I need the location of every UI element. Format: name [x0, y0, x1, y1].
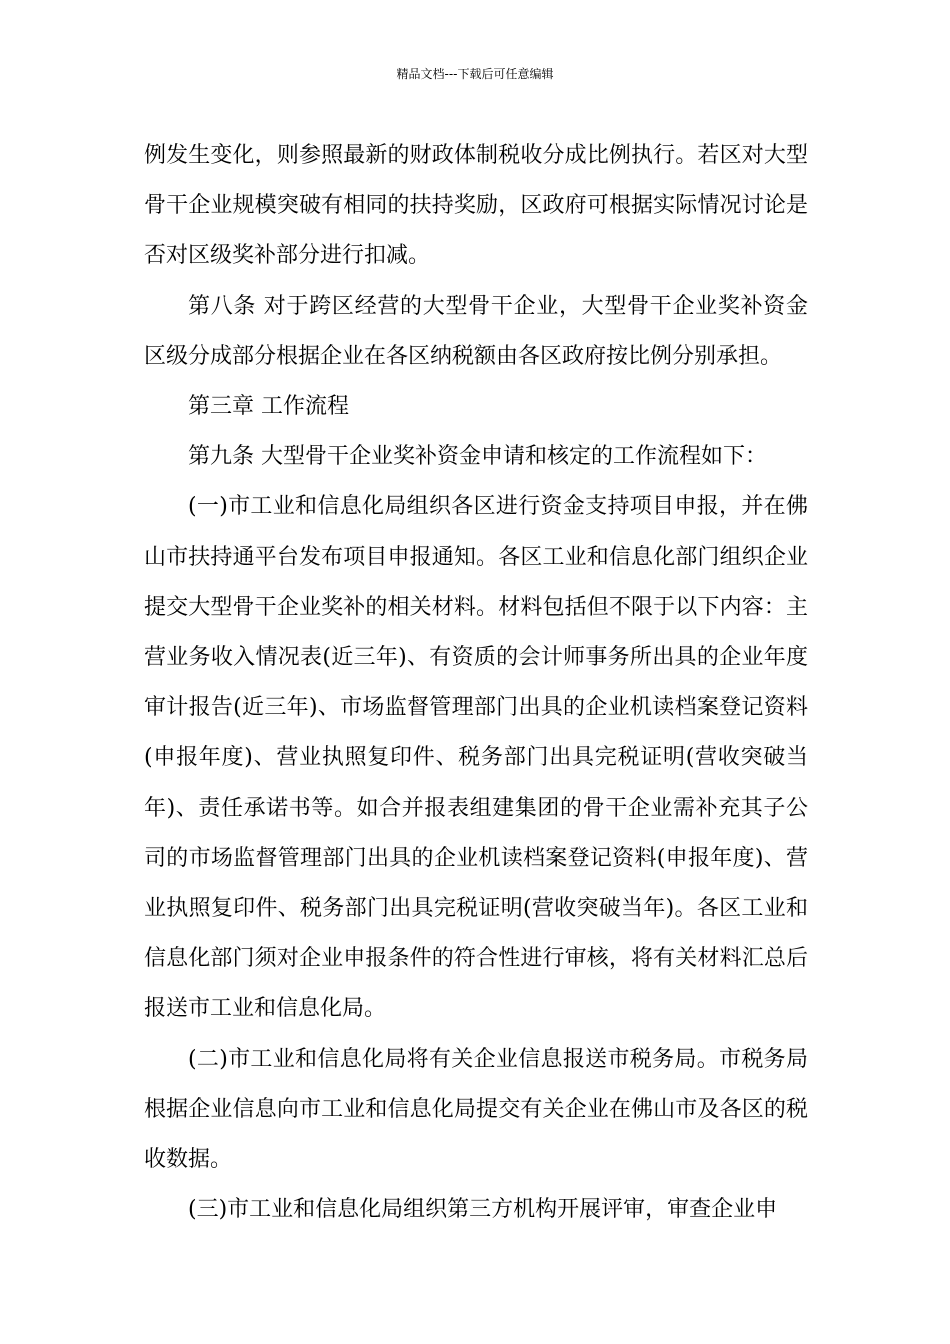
paragraph-continuation: 例发生变化，则参照最新的财政体制税收分成比例执行。若区对大型骨干企业规模突破有相同的扶持奖励，区政府可根据实际情况讨论是否对区级奖补部分进行扣减。 [144, 143, 808, 269]
paragraph-article-8: 第八条 对于跨区经营的大型骨干企业，大型骨干企业奖补资金区级分成部分根据企业在各区纳税额由各区政府按比例分别承担。 [144, 293, 808, 369]
chapter-heading: 第三章 工作流程 [188, 394, 349, 420]
paragraph-item-2: (二)市工业和信息化局将有关企业信息报送市税务局。市税务局根据企业信息向市工业和信息化局提交有关企业在佛山市及各区的税收数据。 [144, 1046, 808, 1173]
paragraph-item-3: (三)市工业和信息化局组织第三方机构开展评审，审查企业申 [188, 1197, 778, 1223]
paragraph-item-1: (一)市工业和信息化局组织各区进行资金支持项目申报，并在佛山市扶持通平台发布项目申报通知。各区工业和信息化部门组织企业提交大型骨干企业奖补的相关材料。材料包括但不限于以下内容：主营业务收入情况表(近三年)、有资质的会计师事务所出具的企业年度审计报告(近三年)、市场监督管理部门出具的企业机读档案登记资料(申报年度)、营业执照复印件、税务部门出具完税证明(营收突破当年)、责任承诺书等。如合并报表组建集团的骨干企业需补充其子公司的市场监督管理部门出具的企业机读档案登记资料(申报年度)、营业执照复印件、税务部门出具完税证明(营收突破当年)。各区工业和信息化部门须对企业申报条件的符合性进行审核，将有关材料汇总后报送市工业和信息化局。 [144, 494, 808, 1022]
paragraph-article-9: 第九条 大型骨干企业奖补资金申请和核定的工作流程如下： [188, 444, 767, 470]
document-body [144, 131, 808, 1235]
page-header: 精品文档---下载后可任意编辑 [396, 67, 554, 81]
